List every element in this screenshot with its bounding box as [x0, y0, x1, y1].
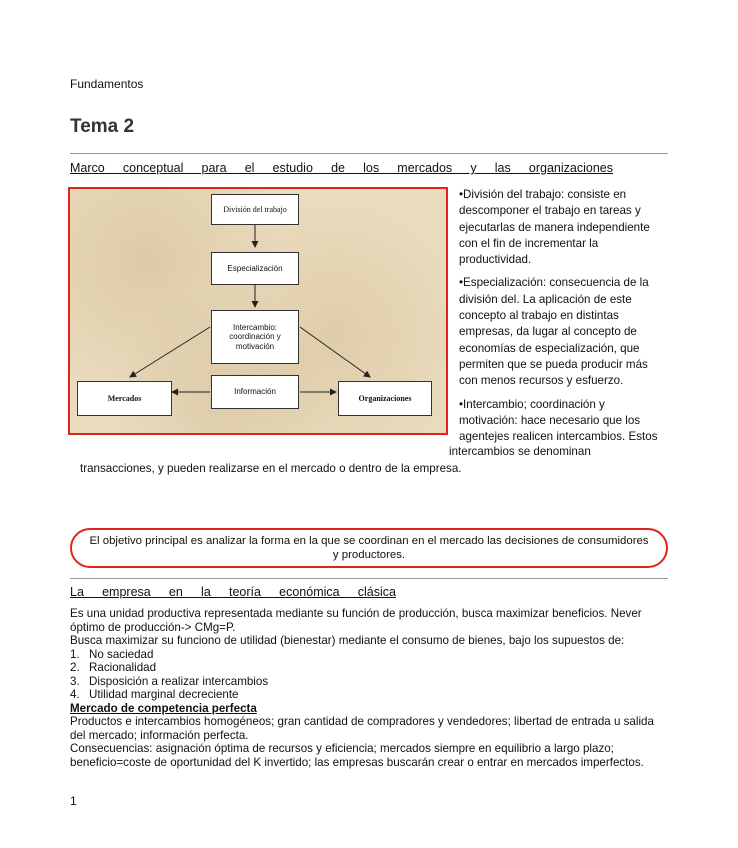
- arrow-intercambio-to-mercados: [130, 327, 210, 377]
- assumptions-list: [70, 648, 670, 702]
- page-header: Fundamentos: [70, 77, 144, 91]
- concept-diagram: [68, 187, 448, 435]
- subheading-competencia-perfecta: Mercado de competencia perfecta: [70, 701, 257, 715]
- body-line-5: del mercado; información perfecta.: [70, 728, 249, 742]
- page-number: 1: [70, 794, 77, 808]
- text-intercambio-cont: intercambios se denominan: [449, 445, 591, 458]
- body-line-3: Busca maximizar su funciono de utilidad (bienestar) mediante el consumo de bienes, bajo los supuestos de:: [70, 634, 625, 647]
- box-mercados: Mercados: [77, 381, 172, 416]
- body-line-4: Productos e intercambios homogéneos; gran cantidad de compradores y vendedores; libertad de entrada u salida: [70, 715, 654, 728]
- objective-text: El objetivo principal es analizar la forma en la que se coordinan en el mercado las decisiones de consumidores y productores.: [89, 535, 649, 561]
- list-item: 2. Racionalidad: [70, 661, 157, 674]
- box-organizaciones: Organizaciones: [338, 381, 432, 416]
- arrow-intercambio-to-organizaciones: [300, 327, 370, 377]
- divider-middle: [70, 578, 668, 579]
- box-informacion: Información: [211, 375, 299, 409]
- body-line-6: Consecuencias: asignación óptima de recursos y eficiencia; mercados siempre en equilibrio a largo plazo;: [70, 742, 614, 755]
- page-title: Tema 2: [70, 116, 135, 137]
- objective-callout: [70, 528, 668, 568]
- right-text-column: [459, 187, 664, 445]
- text-intercambio-full: transacciones, y pueden realizarse en el mercado o dentro de la empresa.: [80, 462, 462, 475]
- text-division-trabajo: •División del trabajo: consiste en descomponer el trabajo en tareas y ejecutarlas de manera independiente con el fin de incrementar la productividad.: [459, 188, 650, 267]
- section-heading-marco: Marco conceptual para el estudio de los mercados y las organizaciones: [70, 161, 613, 175]
- list-item: 3. Disposición a realizar intercambios: [70, 674, 269, 688]
- body-line-7: beneficio=coste de oportunidad del K invertido; las empresas buscarán crear o entrar en mercados imperfectos.: [70, 755, 644, 769]
- section-heading-empresa: La empresa en la teoría económica clásica: [70, 585, 396, 599]
- body-line-1: Es una unidad productiva representada mediante su función de producción, busca maximizar beneficios. Never: [70, 607, 642, 620]
- box-especializacion: Especialización: [211, 252, 299, 285]
- box-intercambio: Intercambio: coordinación y motivación: [211, 310, 299, 364]
- list-item: 4. Utilidad marginal decreciente: [70, 688, 239, 701]
- text-intercambio: •Intercambio; coordinación y motivación: hace necesario que los agentejes realicen intercambios. Estos: [459, 397, 658, 444]
- divider-top: [70, 153, 668, 154]
- box-division-trabajo: División del trabajo: [211, 194, 299, 225]
- body-line-2: óptimo de producción-> CMg=P.: [70, 620, 236, 634]
- text-especializacion: •Especialización: consecuencia de la división del. La aplicación de este concepto al trabajo en distintas empresas, da lugar al concepto de economías de especialización, que permiten que se pueda producir más con menos recursos y esfuerzo.: [459, 276, 649, 388]
- body-text: [70, 607, 670, 769]
- list-item: 1. No saciedad: [70, 647, 154, 661]
